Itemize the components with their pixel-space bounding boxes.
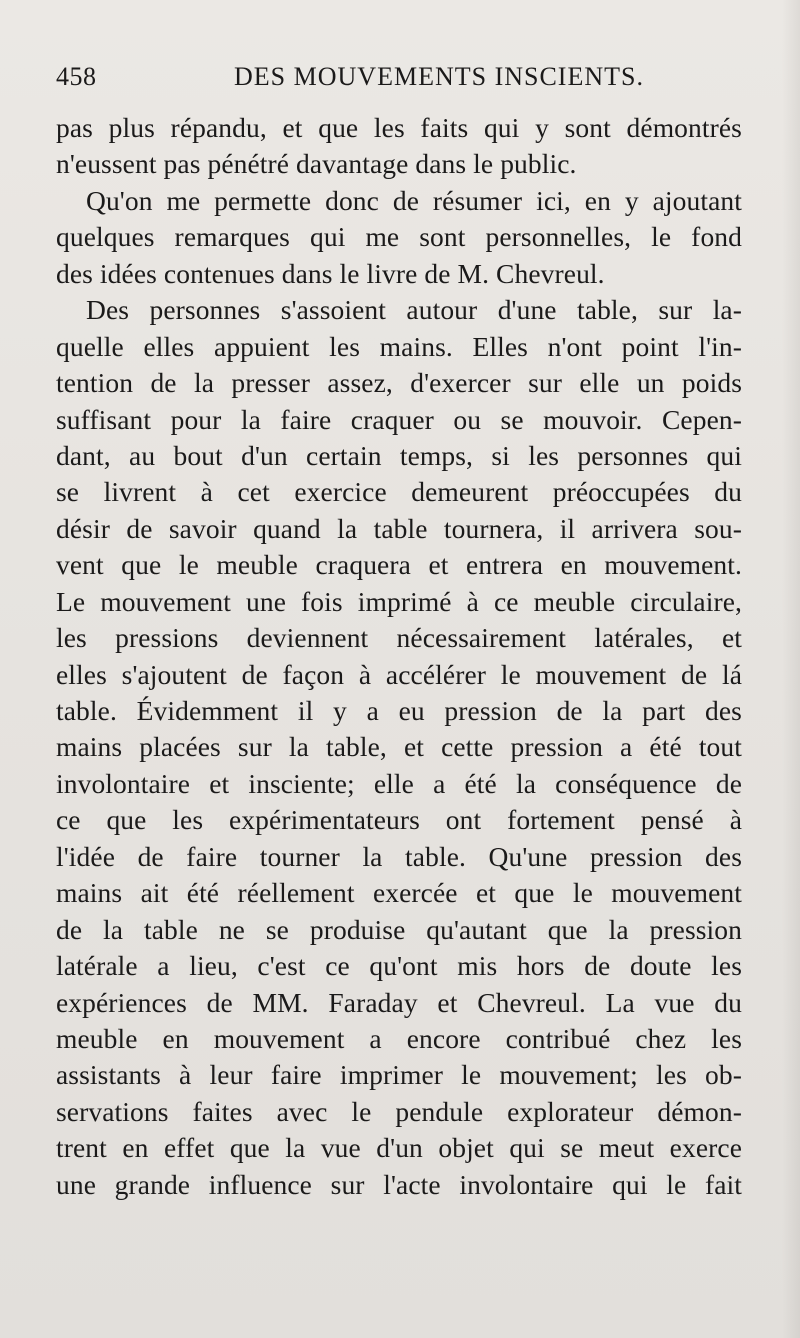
text-line: dant, au bout d'un certain temps, si les personnes qui <box>56 439 742 471</box>
text-line: meuble en mouvement a encore contribué chez les <box>56 1022 742 1054</box>
text-line: ce que les expérimentateurs ont fortement pensé à <box>56 804 742 836</box>
text-line: pas plus répandu, et que les faits qui y sont démontrés <box>56 112 742 143</box>
text-line: les pressions deviennent nécessairement latérales, et <box>56 622 742 654</box>
text-line: mains ait été réellement exercée et que le mouvement <box>56 877 742 909</box>
text-line: de la table ne se produise qu'autant que la pression <box>56 913 742 945</box>
text-line: trent en effet que la vue d'un objet qui se meut exerce <box>56 1132 742 1164</box>
text-line: servations faites avec le pendule explorateur démon- <box>56 1095 742 1127</box>
text-line: une grande influence sur l'acte involontaire qui le fait <box>56 1168 742 1200</box>
text-line: expériences de MM. Faraday et Chevreul. La vue du <box>56 986 742 1018</box>
text-line: table. Évidemment il y a eu pression de la part des <box>56 695 742 726</box>
text-line: Des personnes s'assoient autour d'une table, sur la- <box>86 294 742 326</box>
running-title: DES MOUVEMENTS INSCIENTS. <box>234 62 644 91</box>
text-line: mains placées sur la table, et cette pression a été tout <box>56 731 742 763</box>
text-line: se livrent à cet exercice demeurent préoccupées du <box>56 476 742 508</box>
text-line: vent que le meuble craquera et entrera en mouvement. <box>56 549 742 581</box>
page-edge-shadow <box>782 0 800 1338</box>
text-line: suffisant pour la faire craquer ou se mouvoir. Cepen- <box>56 403 742 435</box>
text-line: latérale a lieu, c'est ce qu'ont mis hors de doute les <box>56 950 742 982</box>
text-line: quelques remarques qui me sont personnelles, le fond <box>56 221 742 253</box>
text-line: quelle elles appuient les mains. Elles n'ont point l'in- <box>56 330 742 362</box>
text-line: elles s'ajoutent de façon à accélérer le mouvement de lá <box>56 658 742 690</box>
text-line: Le mouvement une fois imprimé à ce meuble circulaire, <box>56 585 742 617</box>
page-header <box>56 62 756 94</box>
text-line: tention de la presser assez, d'exercer sur elle un poids <box>56 367 742 399</box>
body-text <box>56 110 742 1203</box>
text-line: n'eussent pas pénétré davantage dans le public. <box>56 148 577 180</box>
text-line: assistants à leur faire imprimer le mouvement; les ob- <box>56 1059 742 1091</box>
text-line: des idées contenues dans le livre de M. Chevreul. <box>56 257 605 289</box>
text-line: l'idée de faire tourner la table. Qu'une pression des <box>56 840 742 872</box>
text-line: involontaire et insciente; elle a été la conséquence de <box>56 767 742 799</box>
text-line: Qu'on me permette donc de résumer ici, en y ajoutant <box>86 184 742 216</box>
page-number: 458 <box>56 62 97 91</box>
text-line: désir de savoir quand la table tournera, il arrivera sou- <box>56 512 742 544</box>
